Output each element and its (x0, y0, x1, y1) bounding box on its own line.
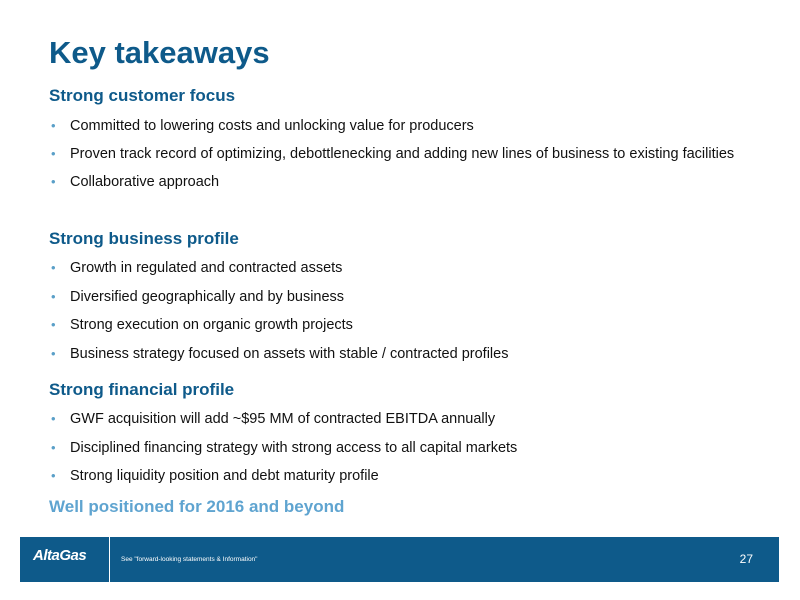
section-financial-profile (49, 380, 749, 496)
company-logo: AltaGas (33, 547, 87, 564)
conclusion-statement: Well positioned for 2016 and beyond (49, 497, 345, 516)
bullet-item: • Diversified geographically and by business (49, 288, 749, 306)
footer-divider (109, 537, 110, 582)
section-heading: Strong business profile (49, 229, 239, 248)
bullet-item: • Committed to lowering costs and unlocking value for producers (49, 117, 749, 135)
bullet-list (49, 117, 749, 191)
bullet-item: • Strong execution on organic growth projects (49, 316, 749, 334)
bullet-list (49, 410, 749, 485)
bullet-item: • Disciplined financing strategy with strong access to all capital markets (49, 439, 749, 457)
bullet-item: • GWF acquisition will add ~$95 MM of contracted EBITDA annually (49, 410, 749, 428)
section-customer-focus (49, 86, 749, 201)
bullet-item: • Collaborative approach (49, 173, 749, 191)
bullet-item: • Business strategy focused on assets with stable / contracted profiles (49, 345, 749, 363)
section-business-profile (49, 229, 749, 373)
footer-disclaimer: See "forward-looking statements & Information" (121, 556, 258, 563)
footer-bar (20, 537, 779, 582)
bullet-list (49, 259, 749, 363)
page-number: 27 (739, 552, 753, 566)
bullet-item: • Proven track record of optimizing, debottlenecking and adding new lines of business to existing facilities (49, 145, 749, 163)
bullet-item: • Strong liquidity position and debt maturity profile (49, 467, 749, 485)
bullet-item: • Growth in regulated and contracted assets (49, 259, 749, 277)
slide-title: Key takeaways (49, 35, 270, 70)
section-heading: Strong financial profile (49, 380, 235, 399)
section-heading: Strong customer focus (49, 86, 236, 105)
